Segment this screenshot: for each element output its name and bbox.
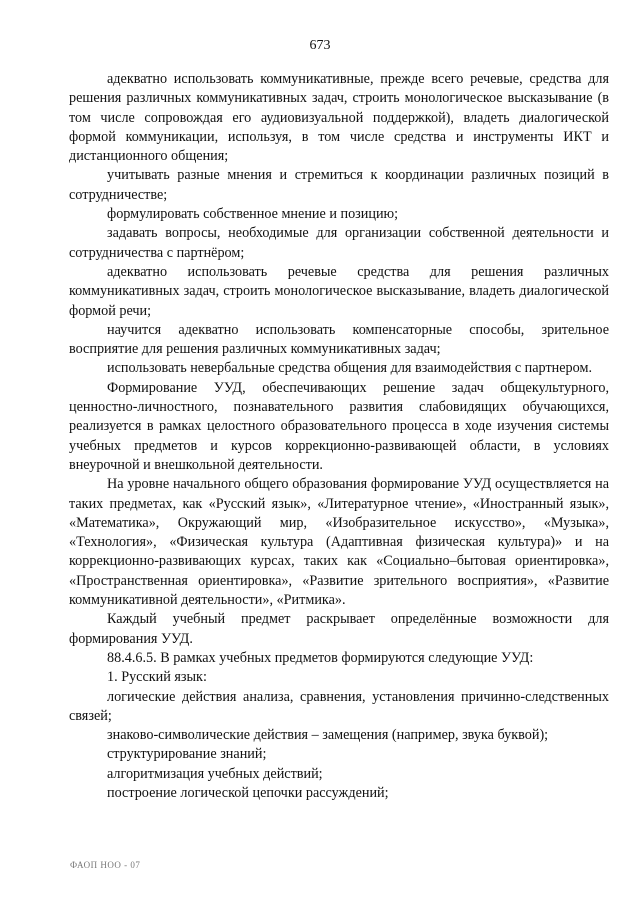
subject-heading: 1. Русский язык: (107, 669, 207, 686)
paragraph: использовать невербальные средства общения для взаимодействия с партнером. (107, 360, 592, 377)
list-item: построение логической цепочки рассуждений; (107, 784, 389, 801)
paragraph: На уровне начального общего образования формирование УУД осуществляется на таких предметах, как «Русский язык», «Литературное чтение», «Иностранный язык», «Математика», Окружающий мир, «Изобразительное искусство», «Музыка», «Технология», «Физическая культура (Адаптивная физическая культура)» и на коррекционно-развивающих курсах, таких как «Социально–бытовая ориентировка», «Пространственная ориентировка», «Развитие зрительного восприятия», «Развитие коммуникативной деятельности», «Ритмика». (69, 476, 609, 609)
document-body (69, 70, 609, 803)
paragraph: адекватно использовать коммуникативные, прежде всего речевые, средства для решения различных коммуникативных задач, строить монологическое высказывание (в том числе сопровождая его аудиовизуальной поддержкой), владеть диалогической формой коммуникации, используя, в том числе средства и инструменты ИКТ и дистанционного общения; (69, 71, 609, 165)
list-item: структурирование знаний; (107, 746, 267, 763)
paragraph: Формирование УУД, обеспечивающих решение задач общекультурного, ценностно-личностного, познавательного развития слабовидящих обучающихся, реализуется в рамках целостного образовательного процесса в ходе изучения системы учебных предметов и курсов коррекционно-развивающей области, в условиях внеурочной и внешкольной деятельности. (69, 379, 609, 473)
section-heading: 88.4.6.5. В рамках учебных предметов формируются следующие УУД: (107, 649, 534, 666)
paragraph: учитывать разные мнения и стремиться к координации различных позиций в сотрудничестве; (69, 167, 609, 203)
paragraph: Каждый учебный предмет раскрывает определённые возможности для формирования УУД. (69, 611, 609, 647)
paragraph: формулировать собственное мнение и позицию; (107, 206, 399, 223)
list-item: логические действия анализа, сравнения, установления причинно-следственных связей; (69, 688, 609, 724)
paragraph: научится адекватно использовать компенсаторные способы, зрительное восприятие для решения различных коммуникативных задач; (69, 321, 609, 358)
list-item: знаково-символические действия – замещения (например, звука буквой); (107, 727, 549, 744)
footer-mark: ФАОП НОО - 07 (70, 860, 141, 870)
paragraph: адекватно использовать речевые средства для решения различных коммуникативных задач, строить монологическое высказывание, владеть диалогической формой речи; (69, 263, 609, 319)
paragraph: задавать вопросы, необходимые для организации собственной деятельности и сотрудничества с партнёром; (69, 225, 609, 261)
list-item: алгоритмизация учебных действий; (107, 765, 323, 782)
page-number: 673 (309, 38, 331, 53)
